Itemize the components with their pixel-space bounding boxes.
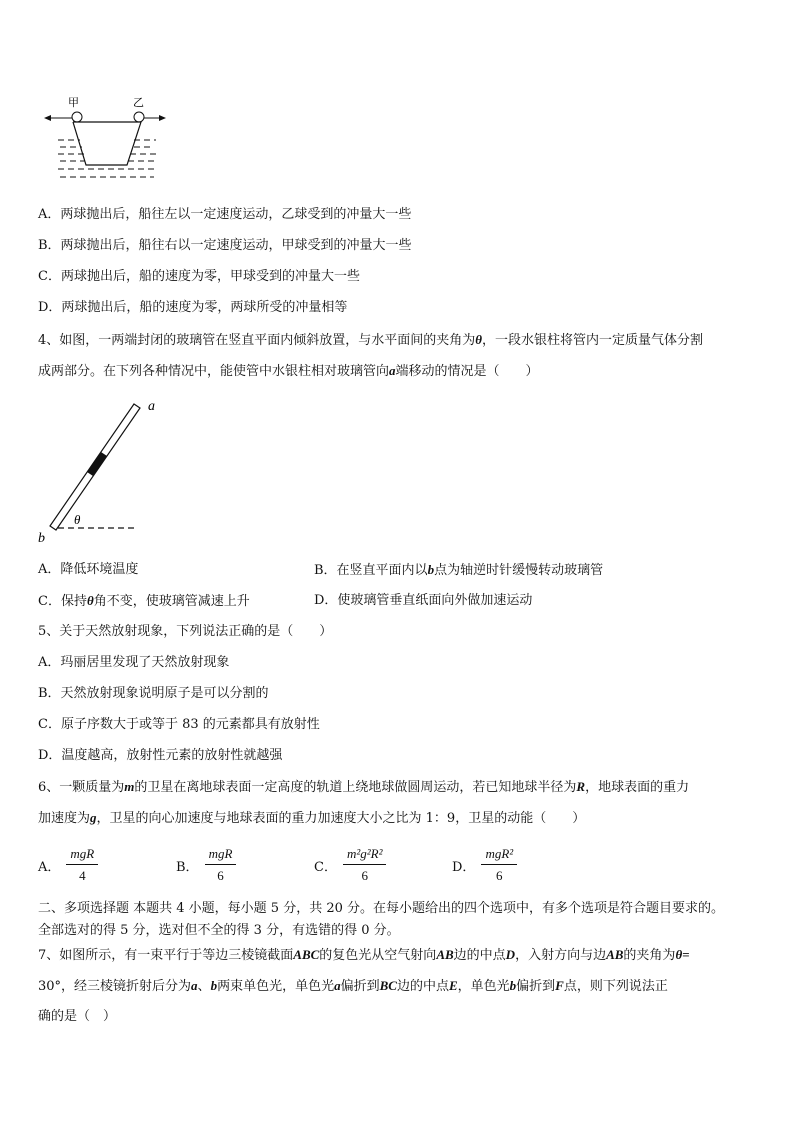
q6-c-label: C． <box>314 859 337 875</box>
tube-label-theta: θ <box>74 512 81 527</box>
q4-text-4: 端移动的情况是（ ） <box>395 364 539 379</box>
tube-label-b: b <box>38 531 45 546</box>
q6-stem-line1 <box>38 778 689 797</box>
q6-c-frac <box>343 846 387 884</box>
q7-t6: 30°，经三棱镜折射后分为 <box>38 979 192 994</box>
q7-a2: a <box>334 978 341 993</box>
q5-stem: 5、关于天然放射现象，下列说法正确的是（ ） <box>38 624 333 639</box>
q7-t7: 、 <box>197 979 211 994</box>
q4-stem-line1 <box>38 331 703 350</box>
q4-c-text2: 角不变，使玻璃管减速上升 <box>93 594 250 609</box>
boat-hull <box>73 122 141 165</box>
q6-a-num: mgR <box>66 846 98 865</box>
q6-R: R <box>576 779 586 794</box>
q7-t12: 偏折到 <box>516 979 556 994</box>
q6-a-frac <box>66 846 98 884</box>
water-lines <box>58 140 156 177</box>
section2-line1: 二、多项选择题 本题共 4 小题，每小题 5 分，共 20 分。在每小题给出的四个选项中，有多个选项是符合题目要求的。 <box>38 901 725 916</box>
q6-d-num: mgR² <box>481 846 517 865</box>
q6-d-den: 6 <box>496 868 503 883</box>
section2-line2: 全部选对的得 5 分，选对但不全的得 3 分，有选错的得 0 分。 <box>38 923 400 938</box>
q6-a-label: A． <box>38 859 61 875</box>
q6-t4: 加速度为 <box>38 811 91 826</box>
q6-d-label: D． <box>452 859 476 875</box>
q7-b2: b <box>509 978 517 993</box>
q4-c-text1: C．保持 <box>38 594 87 609</box>
tube-label-a: a <box>148 399 155 414</box>
arrow-left-head <box>44 115 51 121</box>
q6-m: m <box>124 779 135 794</box>
q6-c-den: 6 <box>361 868 368 883</box>
q7-a: a <box>191 978 198 993</box>
q6-stem-line2 <box>38 809 585 828</box>
q7-theta-eq: θ= <box>675 947 690 962</box>
q3-option-d: D．两球抛出后，船的速度为零，两球所受的冲量相等 <box>38 300 348 315</box>
q7-ABC: ABC <box>293 947 320 962</box>
boat-figure <box>40 92 170 184</box>
q6-option-d <box>452 846 517 884</box>
q3-option-b: B．两球抛出后，船往右以一定速度运动，甲球受到的冲量大一些 <box>38 238 412 253</box>
q6-b-label: B． <box>176 859 199 875</box>
q7-t13: 点，则下列说法正 <box>563 979 668 994</box>
q4-text-2: ，一段水银柱将管内一定质量气体分割 <box>482 333 704 348</box>
q6-b-num: mgR <box>205 846 237 865</box>
q6-a-den: 4 <box>79 868 86 883</box>
q6-d-frac <box>481 846 517 884</box>
q5-option-a: A．玛丽居里发现了天然放射现象 <box>38 655 230 670</box>
q5-option-b: B．天然放射现象说明原子是可以分割的 <box>38 686 269 701</box>
q6-option-c <box>314 846 386 884</box>
q4-stem-line2 <box>38 362 539 381</box>
q7-AB2: AB <box>606 947 624 962</box>
label-jia: 甲 <box>68 97 79 109</box>
q7-D: D <box>505 947 516 962</box>
q7-t1: 7、如图所示，有一束平行于等边三棱镜截面 <box>38 948 294 963</box>
q6-option-b <box>176 846 236 884</box>
q7-t10: 边的中点 <box>396 979 449 994</box>
q7-stem-line3: 确的是（ ） <box>38 1009 117 1024</box>
q6-t3: ，地球表面的重力 <box>585 780 690 795</box>
q4-option-c <box>38 592 250 611</box>
q7-b: b <box>210 978 218 993</box>
q7-stem-line2 <box>38 977 668 996</box>
q3-option-a: A．两球抛出后，船往左以一定速度运动，乙球受到的冲量大一些 <box>38 207 412 222</box>
q6-t1: 6、一颗质量为 <box>38 780 125 795</box>
q5-option-c: C．原子序数大于或等于 83 的元素都具有放射性 <box>38 717 320 732</box>
ball-jia <box>72 112 82 122</box>
q4-c-theta: θ <box>86 593 94 608</box>
q4-text-3: 成两部分。在下列各种情况中，能使管中水银柱相对玻璃管向 <box>38 364 390 379</box>
q4-b-text2: 点为轴逆时针缓慢转动玻璃管 <box>434 563 604 578</box>
q4-b-var: b <box>427 562 435 577</box>
q6-t5: ，卫星的向心加速度与地球表面的重力加速度大小之比为 1：9，卫星的动能（ ） <box>96 811 586 826</box>
q4-option-d: D．使玻璃管垂直纸面向外做加速运动 <box>314 593 533 608</box>
q6-b-den: 6 <box>217 868 224 883</box>
mercury-column <box>87 452 107 476</box>
q6-c-num: m²g²R² <box>343 846 387 865</box>
q7-t9: 偏折到 <box>340 979 380 994</box>
q7-stem-line1 <box>38 946 690 965</box>
q6-b-frac <box>205 846 237 884</box>
q7-E: E <box>448 978 458 993</box>
q7-t5: 的夹角为 <box>623 948 676 963</box>
q6-option-a <box>38 846 98 884</box>
arrow-right-head <box>159 115 166 121</box>
q6-t2: 的卫星在离地球表面一定高度的轨道上绕地球做圆周运动，若已知地球半径为 <box>134 780 577 795</box>
q3-option-c: C．两球抛出后，船的速度为零，甲球受到的冲量大一些 <box>38 269 360 284</box>
q6-g: g <box>90 810 97 825</box>
q4-a: a <box>389 363 396 378</box>
q5-option-d: D．温度越高，放射性元素的放射性就越强 <box>38 748 283 763</box>
q4-b-text1: B．在竖直平面内以 <box>314 563 428 578</box>
q4-option-b <box>314 561 603 580</box>
q4-theta: θ <box>475 332 483 347</box>
ball-yi <box>134 112 144 122</box>
q4-option-a: A．降低环境温度 <box>38 562 139 577</box>
q7-t3: 边的中点 <box>453 948 506 963</box>
label-yi: 乙 <box>133 97 144 109</box>
q4-text-1: 4、如图，一两端封闭的玻璃管在竖直平面内倾斜放置，与水平面间的夹角为 <box>38 333 476 348</box>
q7-AB: AB <box>436 947 454 962</box>
q7-t4: ，入射方向与边 <box>515 948 607 963</box>
q7-t11: ，单色光 <box>457 979 510 994</box>
q7-t2: 的复色光从空气射向 <box>319 948 437 963</box>
q7-t8: 两束单色光，单色光 <box>217 979 335 994</box>
tube-figure <box>36 396 176 548</box>
q7-BC: BC <box>379 978 397 993</box>
q7-F: F <box>555 978 564 993</box>
